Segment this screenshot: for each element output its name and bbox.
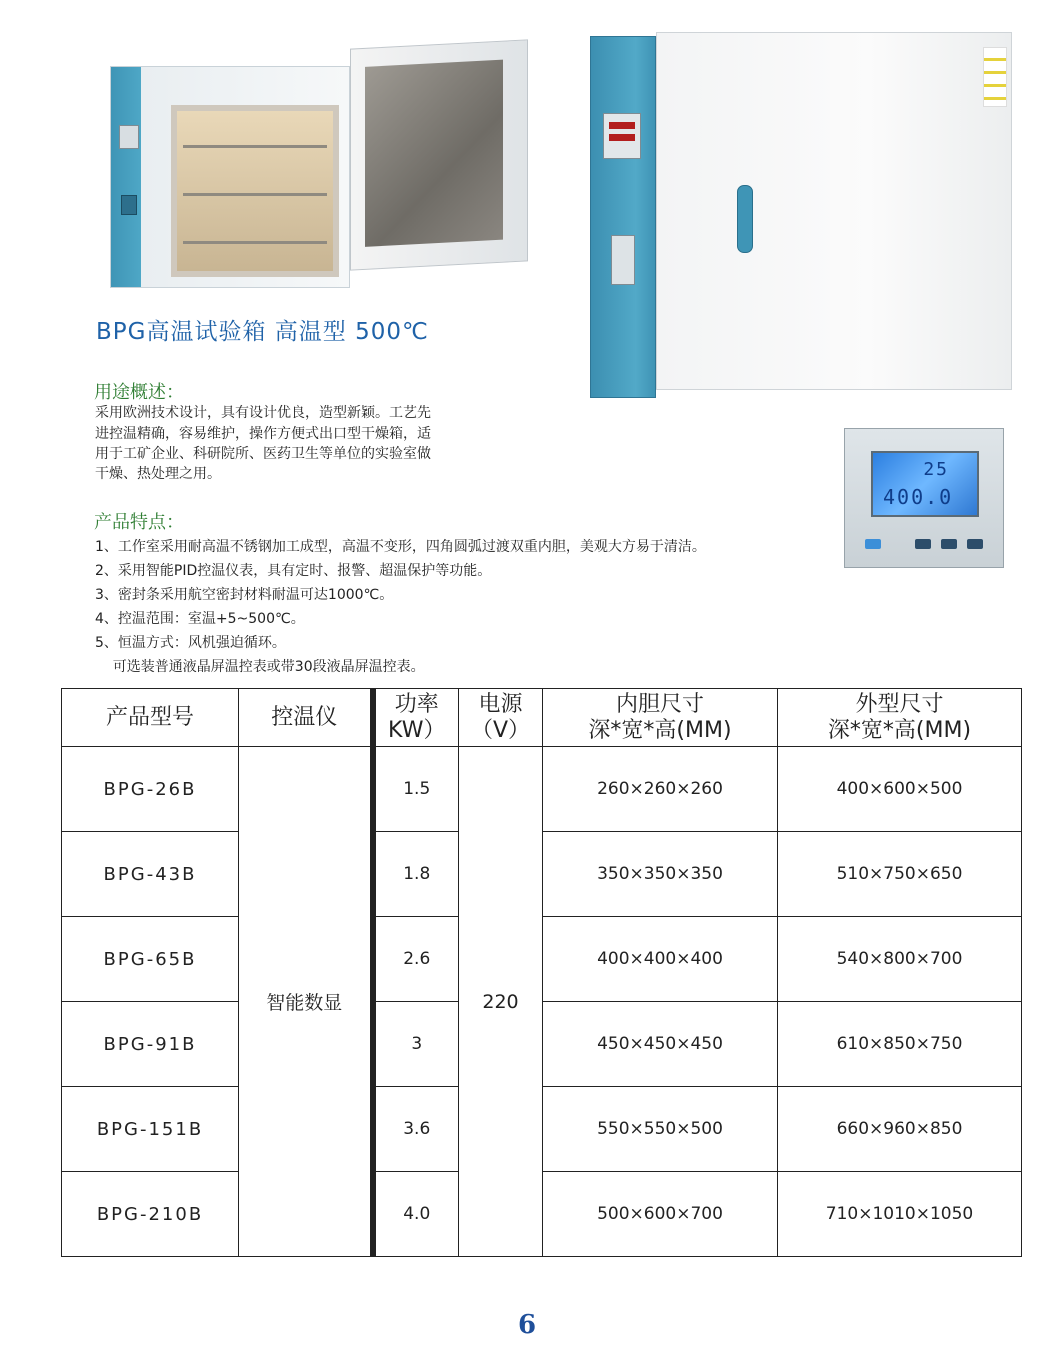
- cell-outer-size: 540×800×700: [778, 917, 1022, 1002]
- cell-outer-size: 610×850×750: [778, 1002, 1022, 1087]
- feature-line: 5、恒温方式：风机强迫循环。: [95, 635, 286, 651]
- power-switch-icon: [121, 195, 137, 215]
- cell-controller: 智能数显: [239, 747, 373, 1257]
- cell-power: 1.8: [373, 832, 459, 917]
- feature-line: 3、密封条采用航空密封材料耐温可达1000℃。: [95, 587, 394, 603]
- shift-button-icon: [915, 539, 931, 549]
- oven-side-panel: [590, 36, 656, 398]
- cell-model: BPG-91B: [62, 1002, 239, 1087]
- power-switch-icon: [611, 235, 635, 285]
- cell-power: 4.0: [373, 1172, 459, 1257]
- cell-supply: 220: [459, 747, 543, 1257]
- feature-line: 可选装普通液晶屏温控表或带30段液晶屏温控表。: [95, 659, 425, 675]
- cell-outer-size: 710×1010×1050: [778, 1172, 1022, 1257]
- usage-line: 用于工矿企业、科研院所、医药卫生等单位的实验室做: [95, 446, 431, 462]
- warning-label-icon: [983, 47, 1007, 107]
- up-button-icon: [967, 539, 983, 549]
- page-number: 6: [517, 1310, 537, 1340]
- cell-model: BPG-43B: [62, 832, 239, 917]
- cell-outer-size: 400×600×500: [778, 747, 1022, 832]
- controller-panel-icon: [119, 125, 139, 149]
- usage-line: 进控温精确，容易维护，操作方便式出口型干燥箱，适: [95, 426, 431, 442]
- cell-model: BPG-65B: [62, 917, 239, 1002]
- temperature-display-icon: [603, 113, 641, 159]
- cell-outer-size: 510×750×650: [778, 832, 1022, 917]
- cell-inner-size: 260×260×260: [543, 747, 778, 832]
- oven-cabinet: [110, 66, 350, 288]
- lcd-screen: [871, 451, 979, 517]
- features-title: 产品特点：: [94, 512, 184, 533]
- cell-power: 3.6: [373, 1087, 459, 1172]
- feature-line: 2、采用智能PID控温仪表，具有定时、报警、超温保护等功能。: [95, 563, 492, 579]
- cell-inner-size: 550×550×500: [543, 1087, 778, 1172]
- oven-door: [350, 39, 528, 270]
- oven-front-door: [656, 32, 1012, 390]
- cell-inner-size: 350×350×350: [543, 832, 778, 917]
- usage-line: 干燥、热处理之用。: [95, 466, 221, 482]
- cell-model: BPG-210B: [62, 1172, 239, 1257]
- cell-inner-size: 400×400×400: [543, 917, 778, 1002]
- lcd-setpoint: 25: [923, 459, 949, 480]
- cell-model: BPG-151B: [62, 1087, 239, 1172]
- header-outer-size: 外型尺寸 深*宽*高(MM): [778, 689, 1022, 747]
- usage-line: 采用欧洲技术设计，具有设计优良，造型新颖。工艺先: [95, 405, 431, 421]
- oven-open-door-image: [110, 44, 530, 266]
- spec-table: [61, 688, 1021, 1257]
- cell-power: 3: [373, 1002, 459, 1087]
- product-title: BPG高温试验箱 高温型 500℃: [96, 319, 429, 345]
- table-row: [62, 747, 1022, 832]
- set-button-icon: [865, 539, 881, 549]
- lcd-temperature: 400.0: [883, 485, 954, 509]
- feature-line: 4、控温范围：室温+5~500℃。: [95, 611, 305, 627]
- cell-power: 2.6: [373, 917, 459, 1002]
- usage-title: 用途概述：: [94, 382, 184, 403]
- header-inner-size: 内胆尺寸 深*宽*高(MM): [543, 689, 778, 747]
- header-power: 功率 KW）: [373, 689, 459, 747]
- header-model: 产品型号: [62, 689, 239, 747]
- door-handle-icon: [737, 185, 753, 253]
- cell-inner-size: 500×600×700: [543, 1172, 778, 1257]
- cell-inner-size: 450×450×450: [543, 1002, 778, 1087]
- header-controller: 控温仪: [239, 689, 373, 747]
- cell-outer-size: 660×960×850: [778, 1087, 1022, 1172]
- cell-power: 1.5: [373, 747, 459, 832]
- table-header-row: [62, 689, 1022, 747]
- feature-line: 1、工作室采用耐高温不锈钢加工成型，高温不变形，四角圆弧过渡双重内胆，美观大方易于清洁。: [95, 539, 706, 555]
- oven-chamber: [171, 105, 339, 277]
- header-supply: 电源 （V）: [459, 689, 543, 747]
- lcd-controller-image: [844, 428, 1004, 568]
- oven-closed-image: [590, 32, 1014, 398]
- down-button-icon: [941, 539, 957, 549]
- cell-model: BPG-26B: [62, 747, 239, 832]
